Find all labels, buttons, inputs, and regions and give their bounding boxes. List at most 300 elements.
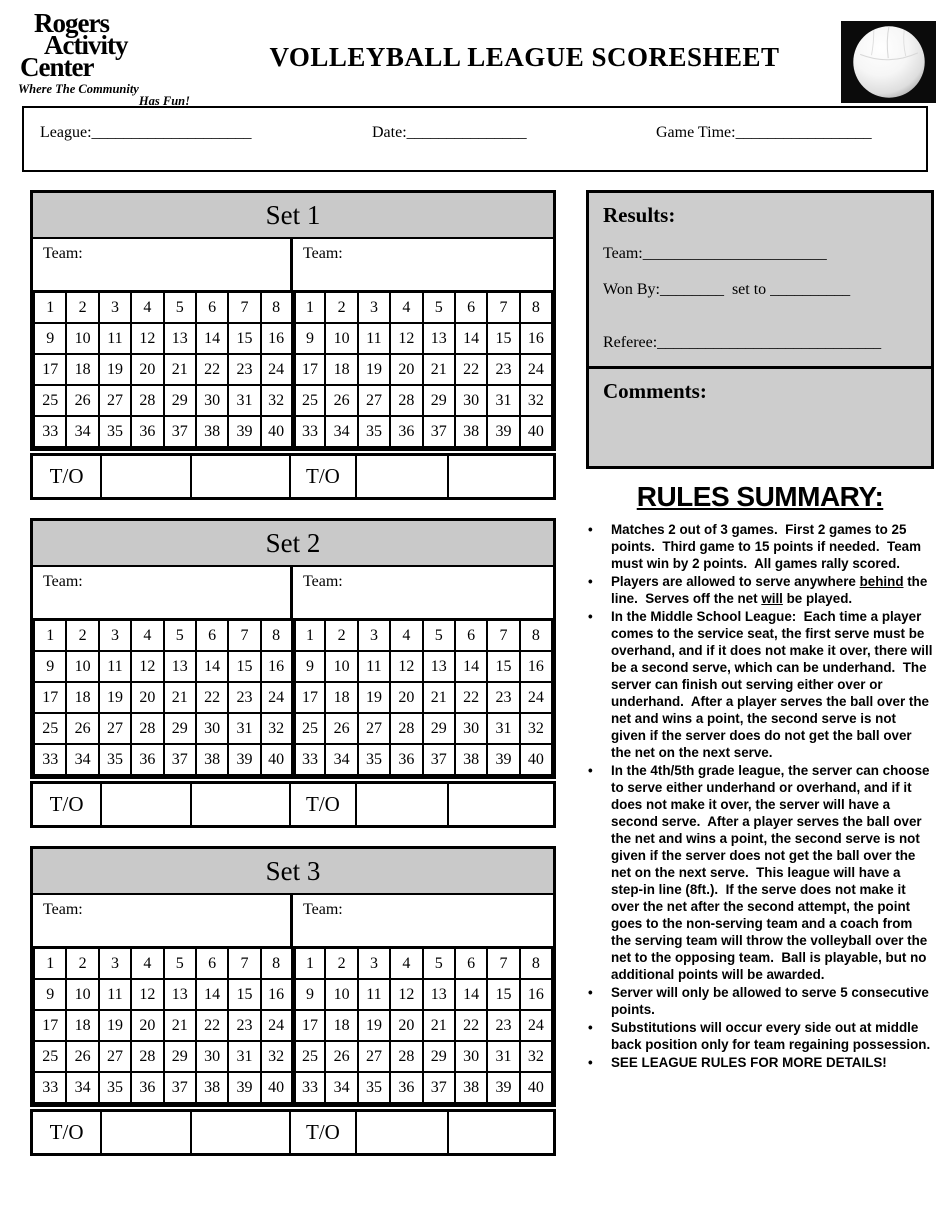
score-cell: 27 (358, 713, 390, 744)
score-cell: 14 (455, 651, 487, 682)
score-cell: 38 (455, 1072, 487, 1103)
score-cell: 7 (228, 620, 260, 651)
score-cell: 38 (455, 416, 487, 447)
score-grid (33, 291, 553, 448)
team-cell-right (293, 895, 553, 946)
score-cell: 16 (261, 979, 293, 1010)
score-cell: 26 (66, 1041, 98, 1072)
score-cell: 30 (455, 1041, 487, 1072)
score-cell: 31 (487, 713, 519, 744)
score-cell: 1 (34, 948, 66, 979)
score-cell: 24 (520, 354, 552, 385)
score-cell: 16 (520, 323, 552, 354)
score-cell: 19 (99, 354, 131, 385)
team-cell-left (33, 567, 293, 618)
score-cell: 15 (487, 979, 519, 1010)
game-info-box (22, 106, 928, 172)
set-header (33, 849, 553, 895)
rules-summary-heading: RULES SUMMARY: (636, 481, 884, 512)
score-cell: 8 (520, 948, 552, 979)
results-panel (586, 190, 934, 469)
score-cell: 12 (390, 979, 422, 1010)
volleyball-icon (851, 24, 927, 100)
score-cell: 26 (325, 713, 357, 744)
score-cell: 1 (34, 620, 66, 651)
score-cell: 39 (487, 416, 519, 447)
score-cell: 29 (164, 385, 196, 416)
score-cell: 15 (487, 323, 519, 354)
score-cell: 2 (66, 948, 98, 979)
score-cell: 6 (196, 948, 228, 979)
score-cell: 17 (34, 1010, 66, 1041)
team-label: Team: (303, 573, 343, 590)
score-cell: 1 (293, 620, 325, 651)
score-cell: 32 (520, 713, 552, 744)
score-cell: 17 (293, 682, 325, 713)
score-cell: 4 (131, 292, 163, 323)
score-cell: 13 (164, 323, 196, 354)
score-cell: 21 (423, 1010, 455, 1041)
score-cell: 22 (455, 1010, 487, 1041)
score-cell: 14 (196, 651, 228, 682)
rule-item (586, 573, 934, 607)
timeout-bar (30, 781, 556, 828)
score-cell: 35 (99, 1072, 131, 1103)
score-cell: 15 (228, 651, 260, 682)
score-cell: 31 (487, 1041, 519, 1072)
set-section (30, 190, 556, 500)
score-cell: 36 (390, 744, 422, 775)
score-cell: 11 (358, 323, 390, 354)
timeout-cell (449, 1112, 553, 1153)
score-cell: 3 (358, 948, 390, 979)
score-cell: 5 (423, 948, 455, 979)
bullet-glyph: • (588, 522, 593, 537)
score-cell: 25 (34, 385, 66, 416)
score-cell: 5 (423, 292, 455, 323)
score-cell: 14 (196, 979, 228, 1010)
score-cell: 5 (423, 620, 455, 651)
score-cell: 30 (455, 385, 487, 416)
score-cell: 17 (293, 1010, 325, 1041)
score-cell: 4 (131, 620, 163, 651)
score-cell: 27 (99, 713, 131, 744)
score-cell: 32 (520, 1041, 552, 1072)
set-header (33, 193, 553, 239)
score-cell: 33 (293, 744, 325, 775)
score-cell: 40 (520, 1072, 552, 1103)
score-cell: 9 (293, 651, 325, 682)
score-cell: 25 (293, 713, 325, 744)
score-cell: 4 (390, 948, 422, 979)
score-cell: 28 (131, 1041, 163, 1072)
timeout-cell (102, 456, 192, 497)
score-cell: 36 (131, 1072, 163, 1103)
score-cell: 34 (66, 744, 98, 775)
score-cell: 16 (520, 651, 552, 682)
score-cell: 6 (196, 620, 228, 651)
score-cell: 38 (196, 744, 228, 775)
score-cell: 21 (164, 682, 196, 713)
score-cell: 19 (358, 682, 390, 713)
score-cell: 18 (325, 682, 357, 713)
timeout-cell (192, 456, 291, 497)
score-cell: 18 (325, 1010, 357, 1041)
set-title: Set 1 (265, 199, 321, 230)
score-cell: 10 (325, 979, 357, 1010)
score-cell: 40 (520, 744, 552, 775)
score-cell: 3 (99, 620, 131, 651)
score-cell: 36 (390, 1072, 422, 1103)
score-cell: 13 (423, 979, 455, 1010)
set-header (33, 521, 553, 567)
score-cell: 14 (196, 323, 228, 354)
score-grid (33, 947, 553, 1104)
score-cell: 33 (34, 1072, 66, 1103)
score-cell: 33 (293, 1072, 325, 1103)
rule-item (586, 608, 937, 761)
set-title: Set 3 (265, 855, 321, 886)
score-cell: 38 (196, 1072, 228, 1103)
rule-text: In the Middle School League: Each time a player comes to the service seat, the first serve must be overhand, and if it does not make it over, there will be a second serve, which can be underhand. The server can finish out serving either over or underhand. After a player serves the ball over the net and wins a point, the second serve is not given if the server does do not get the ball over the net on the next serve. (611, 609, 937, 761)
score-cell: 38 (196, 416, 228, 447)
score-cell: 27 (358, 385, 390, 416)
score-cell: 25 (293, 385, 325, 416)
score-cell: 37 (423, 744, 455, 775)
score-cell: 14 (455, 323, 487, 354)
score-cell: 3 (358, 292, 390, 323)
score-cell: 27 (358, 1041, 390, 1072)
score-cell: 25 (34, 713, 66, 744)
date-field: Date:_______________ (372, 124, 527, 141)
rule-text: Server will only be allowed to serve 5 consecutive points. (611, 985, 933, 1018)
score-cell: 1 (293, 948, 325, 979)
score-cell: 5 (164, 620, 196, 651)
score-cell: 12 (131, 323, 163, 354)
score-cell: 7 (228, 948, 260, 979)
score-cell: 31 (228, 1041, 260, 1072)
score-cell: 10 (66, 979, 98, 1010)
score-cell: 29 (164, 713, 196, 744)
timeout-label-left: T/O (33, 456, 102, 497)
score-cell: 6 (455, 292, 487, 323)
results-rules-column (586, 190, 937, 1174)
rule-text: In the 4th/5th grade league, the server can choose to serve either underhand or overhand, and if it does not make it over, the server will have a second serve. After a player serves the ball over the net and wins a point, the second serve is not given if the server does not get the ball over the net on the next serve. This league will have a step-in line (8ft.). If the serve does not make it over the net after the second attempt, the point goes to the non-serving team and a coach from the serving team will throw the volleyball over the net to the opposing team. Ball is playable, but no additional points will be awarded. (611, 763, 934, 983)
score-cell: 26 (325, 385, 357, 416)
score-cell: 4 (390, 292, 422, 323)
score-cell: 24 (520, 1010, 552, 1041)
score-cell: 14 (455, 979, 487, 1010)
timeout-bar (30, 453, 556, 500)
score-cell: 11 (99, 323, 131, 354)
rule-item (586, 1019, 934, 1053)
score-cell: 10 (325, 323, 357, 354)
score-cell: 34 (66, 416, 98, 447)
score-cell: 8 (261, 292, 293, 323)
score-cell: 12 (390, 651, 422, 682)
score-cell: 20 (131, 1010, 163, 1041)
score-cell: 17 (34, 354, 66, 385)
score-cell: 37 (164, 1072, 196, 1103)
league-field: League:____________________ (40, 124, 252, 141)
score-cell: 28 (390, 385, 422, 416)
score-cell: 32 (261, 1041, 293, 1072)
score-cell: 37 (423, 1072, 455, 1103)
score-cell: 32 (520, 385, 552, 416)
score-cell: 15 (228, 979, 260, 1010)
score-cell: 34 (325, 1072, 357, 1103)
score-cell: 23 (228, 682, 260, 713)
score-cell: 34 (325, 744, 357, 775)
score-cell: 2 (325, 620, 357, 651)
score-cell: 32 (261, 713, 293, 744)
score-cell: 36 (390, 416, 422, 447)
rules-list (586, 521, 937, 1072)
score-cell: 8 (261, 948, 293, 979)
score-cell: 20 (390, 1010, 422, 1041)
timeout-cell (449, 784, 553, 825)
sets-column (30, 190, 556, 1174)
score-cell: 21 (423, 682, 455, 713)
score-cell: 21 (423, 354, 455, 385)
score-cell: 11 (358, 979, 390, 1010)
score-cell: 20 (131, 682, 163, 713)
score-cell: 6 (455, 948, 487, 979)
score-cell: 39 (228, 1072, 260, 1103)
score-grid (33, 619, 553, 776)
bullet-glyph: • (588, 1020, 593, 1036)
score-cell: 26 (66, 385, 98, 416)
logo-line: Rogers (34, 8, 109, 38)
score-cell: 22 (455, 354, 487, 385)
score-cell: 39 (487, 744, 519, 775)
timeout-label-right: T/O (291, 784, 357, 825)
score-cell: 9 (34, 979, 66, 1010)
score-cell: 30 (196, 385, 228, 416)
score-cell: 24 (261, 1010, 293, 1041)
rule-item (586, 984, 934, 1018)
timeout-cell (102, 784, 192, 825)
bullet-glyph: • (588, 985, 593, 1001)
results-team-field: Team:_______________________ (603, 245, 827, 262)
score-cell: 2 (66, 292, 98, 323)
score-cell: 7 (487, 292, 519, 323)
score-cell: 35 (358, 416, 390, 447)
score-cell: 31 (228, 713, 260, 744)
timeout-cell (357, 1112, 449, 1153)
score-cell: 8 (520, 620, 552, 651)
score-cell: 23 (487, 682, 519, 713)
logo-tagline: Has Fun! (138, 93, 190, 108)
team-row (33, 567, 553, 619)
set-section (30, 846, 556, 1156)
score-cell: 21 (164, 1010, 196, 1041)
results-referee-field: Referee:____________________________ (603, 334, 882, 351)
rule-text: Matches 2 out of 3 games. First 2 games to 25 points. Third game to 15 points if needed. Team must win by 2 points. All games rally scored. (611, 522, 925, 572)
logo-tagline: Where The Community (18, 82, 139, 97)
score-cell: 39 (228, 744, 260, 775)
score-cell: 28 (131, 713, 163, 744)
score-cell: 6 (196, 292, 228, 323)
score-cell: 20 (390, 682, 422, 713)
score-cell: 40 (520, 416, 552, 447)
team-cell-left (33, 239, 293, 290)
rule-item (586, 521, 934, 572)
results-won-by-field: Won By:________ set to __________ (603, 281, 851, 298)
score-cell: 34 (325, 416, 357, 447)
score-cell: 24 (520, 682, 552, 713)
score-cell: 2 (325, 948, 357, 979)
team-label: Team: (303, 245, 343, 262)
score-cell: 39 (487, 1072, 519, 1103)
score-cell: 10 (66, 323, 98, 354)
rule-item (586, 762, 934, 983)
score-cell: 1 (293, 292, 325, 323)
team-cell-right (293, 567, 553, 618)
score-cell: 3 (99, 948, 131, 979)
score-cell: 13 (164, 651, 196, 682)
score-cell: 26 (325, 1041, 357, 1072)
score-cell: 19 (99, 682, 131, 713)
score-cell: 35 (99, 744, 131, 775)
timeout-label-left: T/O (33, 1112, 102, 1153)
score-cell: 37 (423, 416, 455, 447)
set-section (30, 518, 556, 828)
team-row (33, 895, 553, 947)
timeout-cell (192, 784, 291, 825)
score-cell: 9 (293, 323, 325, 354)
score-cell: 6 (455, 620, 487, 651)
bullet-glyph: • (588, 1055, 593, 1071)
score-cell: 28 (390, 713, 422, 744)
score-cell: 37 (164, 416, 196, 447)
score-cell: 27 (99, 385, 131, 416)
score-cell: 12 (131, 979, 163, 1010)
score-cell: 34 (66, 1072, 98, 1103)
score-cell: 29 (423, 385, 455, 416)
score-cell: 4 (390, 620, 422, 651)
score-cell: 29 (423, 1041, 455, 1072)
team-label: Team: (303, 901, 343, 918)
timeout-cell (449, 456, 553, 497)
score-cell: 40 (261, 744, 293, 775)
volleyball-photo (841, 21, 936, 103)
score-cell: 16 (520, 979, 552, 1010)
score-cell: 11 (358, 651, 390, 682)
score-cell: 31 (228, 385, 260, 416)
score-cell: 11 (99, 651, 131, 682)
score-cell: 4 (131, 948, 163, 979)
score-cell: 10 (325, 651, 357, 682)
set-title: Set 2 (265, 527, 321, 558)
score-cell: 23 (487, 354, 519, 385)
rule-text: Substitutions will occur every side out at middle back position only for team regaining possession. (611, 1020, 931, 1053)
timeout-cell (357, 456, 449, 497)
game-time-field: Game Time:_________________ (656, 124, 872, 141)
results-heading: Results: (603, 203, 676, 227)
score-cell: 23 (228, 354, 260, 385)
score-cell: 21 (164, 354, 196, 385)
score-cell: 7 (487, 620, 519, 651)
team-cell-left (33, 895, 293, 946)
score-cell: 16 (261, 323, 293, 354)
comments-section (589, 366, 931, 466)
timeout-label-right: T/O (291, 1112, 357, 1153)
timeout-label-right: T/O (291, 456, 357, 497)
score-cell: 36 (131, 744, 163, 775)
score-cell: 17 (293, 354, 325, 385)
score-cell: 22 (196, 354, 228, 385)
score-cell: 39 (228, 416, 260, 447)
score-cell: 13 (423, 651, 455, 682)
score-cell: 18 (66, 354, 98, 385)
score-cell: 1 (34, 292, 66, 323)
score-cell: 10 (66, 651, 98, 682)
score-cell: 7 (487, 948, 519, 979)
score-cell: 8 (520, 292, 552, 323)
comments-heading: Comments: (603, 379, 707, 403)
page-header (0, 0, 950, 108)
score-cell: 13 (423, 323, 455, 354)
score-cell: 24 (261, 354, 293, 385)
page-title: VOLLEYBALL LEAGUE SCORESHEET (269, 42, 780, 72)
score-cell: 38 (455, 744, 487, 775)
team-row (33, 239, 553, 291)
team-label: Team: (43, 901, 83, 918)
score-cell: 5 (164, 948, 196, 979)
score-cell: 37 (164, 744, 196, 775)
score-cell: 35 (358, 744, 390, 775)
rule-item (586, 1054, 934, 1071)
bullet-glyph: • (588, 763, 593, 779)
score-cell: 5 (164, 292, 196, 323)
score-cell: 22 (196, 682, 228, 713)
score-cell: 22 (196, 1010, 228, 1041)
rule-text: SEE LEAGUE RULES FOR MORE DETAILS! (611, 1055, 887, 1071)
score-cell: 35 (358, 1072, 390, 1103)
team-label: Team: (43, 245, 83, 262)
score-cell: 19 (358, 1010, 390, 1041)
score-cell: 28 (390, 1041, 422, 1072)
score-cell: 18 (66, 682, 98, 713)
score-cell: 2 (325, 292, 357, 323)
timeout-bar (30, 1109, 556, 1156)
team-label: Team: (43, 573, 83, 590)
score-cell: 26 (66, 713, 98, 744)
score-cell: 7 (228, 292, 260, 323)
score-cell: 8 (261, 620, 293, 651)
score-cell: 12 (131, 651, 163, 682)
rogers-activity-center-logo (18, 8, 208, 108)
score-cell: 15 (487, 651, 519, 682)
score-cell: 3 (358, 620, 390, 651)
timeout-cell (102, 1112, 192, 1153)
score-cell: 28 (131, 385, 163, 416)
score-cell: 3 (99, 292, 131, 323)
score-cell: 9 (293, 979, 325, 1010)
score-cell: 40 (261, 1072, 293, 1103)
logo-line: Activity (44, 30, 128, 61)
score-cell: 30 (196, 713, 228, 744)
score-cell: 13 (164, 979, 196, 1010)
score-cell: 9 (34, 651, 66, 682)
score-cell: 25 (293, 1041, 325, 1072)
score-cell: 40 (261, 416, 293, 447)
score-cell: 23 (228, 1010, 260, 1041)
score-cell: 17 (34, 682, 66, 713)
timeout-cell (357, 784, 449, 825)
score-cell: 9 (34, 323, 66, 354)
